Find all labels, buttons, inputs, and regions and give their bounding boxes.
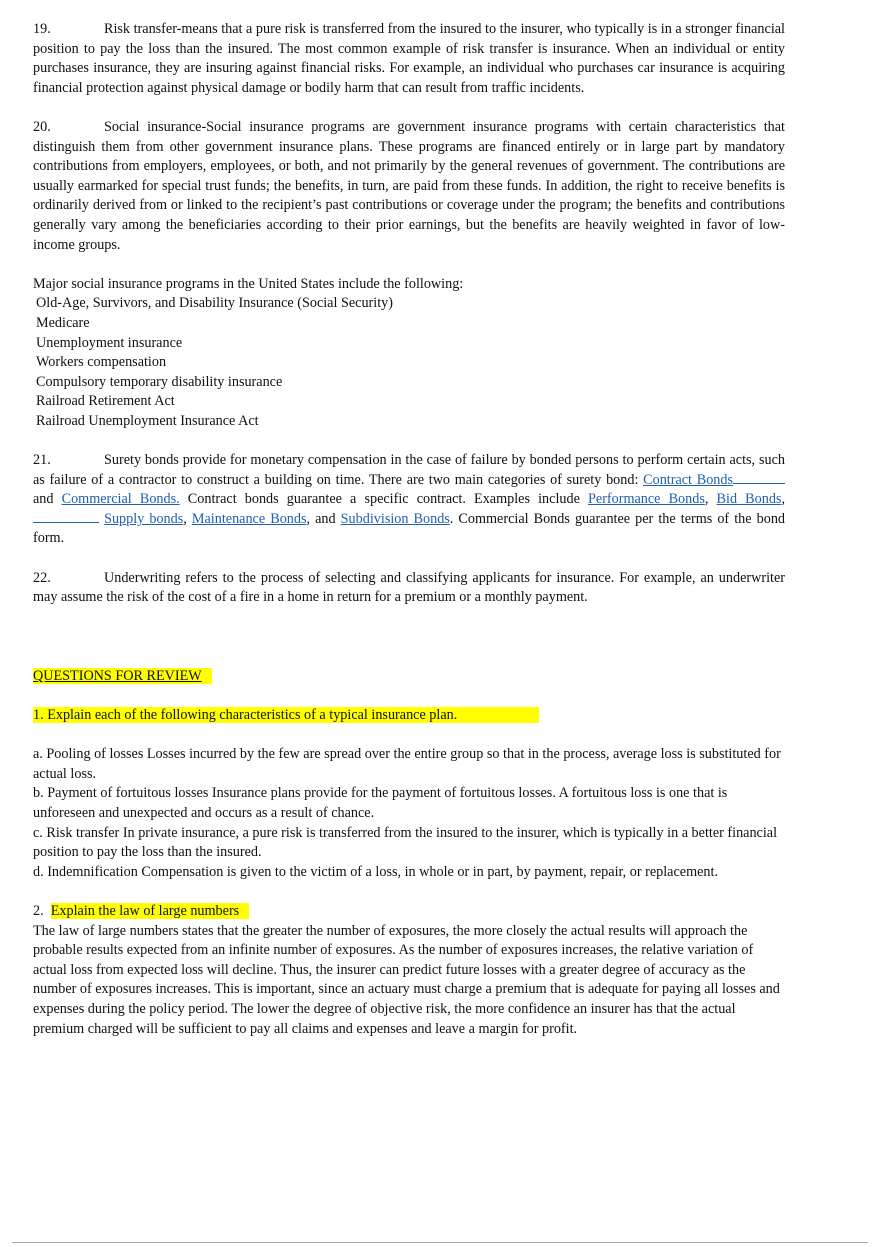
paragraph-text: , (183, 510, 192, 527)
review-heading (33, 667, 785, 687)
commercial-bonds-link[interactable]: Commercial Bonds. (61, 491, 180, 508)
item-number: 21. (33, 452, 51, 469)
link-underline (733, 482, 785, 484)
paragraph-text: Underwriting refers to the process of selecting and classifying applicants for insurance. For example, an underwriter may assume the risk of the cost of a fire in a home in return for a premium or a monthly payment. (33, 569, 785, 606)
paragraph-text: Social insurance-Social insurance programs are government insurance programs with certain characteristics that distinguish them from other government insurance plans. These programs are financed entirely or in large part by mandatory contributions from employers, employees, or both, and not primarily by the general revenues of government. The contributions are usually earmarked for special trust funds; the benefits, in turn, are paid from these funds. In addition, the right to receive benefits is ordinarily derived from or linked to the recipient’s past contributions or coverage under the program; the benefits and contributions generally vary among the beneficiaries according to their prior earnings, but the benefits are heavily weighted in favor of low-income groups. (33, 118, 785, 253)
answer-d: d. Indemnification Compensation is given to the victim of a loss, in whole or in part, by payment, repair, or replacement. (33, 863, 718, 880)
supply-bonds-link[interactable]: Supply bonds (104, 510, 184, 527)
paragraph-text: Contract bonds guarantee a specific contract. Examples include (179, 491, 588, 508)
document-page (33, 20, 785, 1039)
paragraph-text: , and (306, 510, 341, 527)
subdivision-bonds-link[interactable]: Subdivision Bonds (340, 510, 450, 527)
review-heading-text: QUESTIONS FOR REVIEW (33, 668, 212, 684)
answer-c: c. Risk transfer In private insurance, a pure risk is transferred from the insured to the insurer, which is typically in a better financial position to pay the loss than the insured. (33, 824, 778, 861)
contract-bonds-link[interactable]: Contract Bonds (643, 471, 733, 488)
question-2 (33, 902, 785, 922)
list-item: Railroad Unemployment Insurance Act (36, 412, 259, 429)
paragraph-text: and (33, 491, 62, 508)
maintenance-bonds-link[interactable]: Maintenance Bonds (191, 510, 307, 527)
list-item: Railroad Retirement Act (36, 393, 175, 410)
question-1-text: 1. Explain each of the following characteristics of a typical insurance plan. (33, 707, 539, 723)
list-item: Workers compensation (36, 354, 167, 371)
item-number: 20. (33, 118, 51, 135)
paragraph-text: Surety bonds provide for monetary compensation in the case of failure by bonded persons to perform certain acts, such as failure of a contractor to construct a building on time. There are two main categories of surety bond: (33, 452, 785, 488)
question-2-text: Explain the law of large numbers (51, 903, 249, 919)
list-item: Old-Age, Survivors, and Disability Insurance (Social Security) (36, 295, 393, 312)
paragraph-text: Risk transfer-means that a pure risk is transferred from the insured to the insurer, who typically is in a stronger financial position to pay the loss than the insured. The most common example of risk transfer is insurance. When an individual or entity purchases insurance, they are insuring against financial risks. For example, an individual who purchases car insurance is acquiring financial protection against physical damage or bodily harm that can result from traffic incidents. (33, 21, 785, 96)
bid-bonds-link[interactable]: Bid Bonds (716, 491, 782, 508)
paragraph-21 (33, 451, 785, 549)
programs-intro: Major social insurance programs in the United States include the following: (33, 275, 464, 292)
item-number: 22. (33, 569, 51, 586)
list-item: Unemployment insurance (36, 334, 183, 351)
paragraph-19 (33, 20, 785, 98)
list-item: Medicare (36, 314, 90, 331)
paragraph-20 (33, 118, 785, 255)
paragraph-text: , (781, 491, 785, 508)
question-2-number: 2. (33, 902, 51, 919)
list-item: Compulsory temporary disability insurance (36, 373, 283, 390)
link-underline (33, 521, 99, 523)
paragraph-22 (33, 569, 785, 608)
paragraph-text: . Commercial Bonds guarantee per the terms of the bond form. (33, 510, 786, 547)
page-bottom-divider (12, 1242, 868, 1243)
programs-list (33, 294, 785, 431)
item-number: 19. (33, 21, 51, 37)
question-2-answer: The law of large numbers states that the greater the number of exposures, the more closely the actual results will approach the probable results expected from an infinite number of exposures. As the number of exposures increases, the relative variation of actual loss from expected loss will decline. Thus, the insurer can predict future losses with a greater degree of accuracy as the number of exposures increases. This is important, since an actuary must charge a premium that is adequate for paying all losses and expenses during the policy period. The lower the degree of objective risk, the more confidence an insurer has that the actual premium charged will be sufficient to pay all claims and expenses and leave a margin for profit. (33, 922, 780, 1037)
performance-bonds-link[interactable]: Performance Bonds (588, 491, 705, 508)
question-1 (33, 706, 785, 726)
answer-a: a. Pooling of losses Losses incurred by the few are spread over the entire group so that in the process, average loss is substituted for actual loss. (33, 746, 781, 782)
paragraph-text: , (704, 491, 717, 508)
answer-b: b. Payment of fortuitous losses Insurance plans provide for the payment of fortuitous losses. A fortuitous loss is one that is unforeseen and unexpected and occurs as a result of chance. (33, 785, 728, 821)
